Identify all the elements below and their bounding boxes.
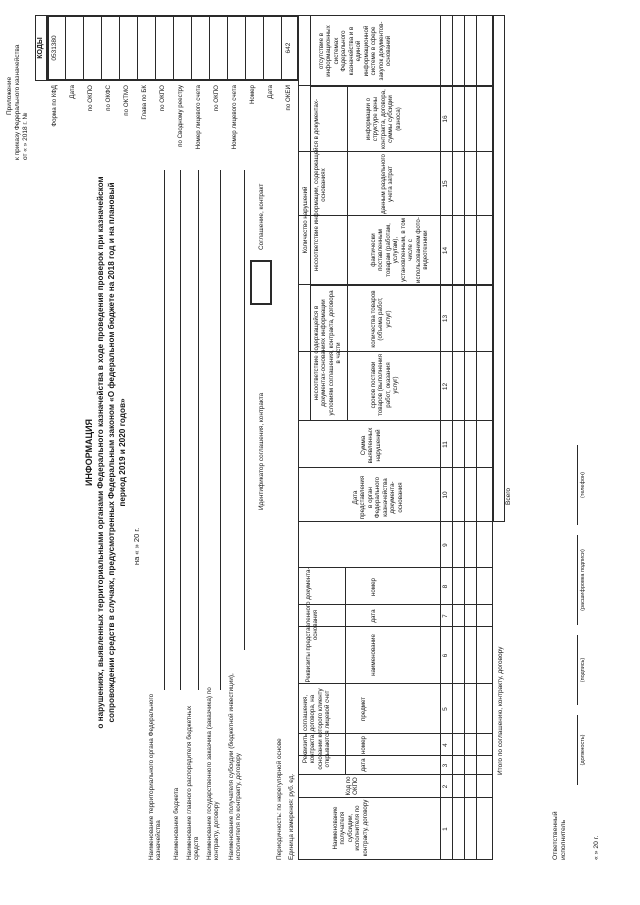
sig-position: (должность) <box>580 734 586 766</box>
codes-row-divider <box>209 15 210 81</box>
codes-row-label: по ОКТМО <box>123 85 130 116</box>
appendix-line2: к приказу Федерального казначейства <box>14 44 21 160</box>
h-subject: предмет <box>360 696 367 722</box>
column-number: 14 <box>442 246 449 255</box>
column-number: 7 <box>442 614 449 618</box>
sig-date: « » 20 г. <box>593 835 600 860</box>
grid-line <box>345 568 346 684</box>
codes-row-label: по ОКПО <box>213 85 220 112</box>
codes-row-label: Форма по КФД <box>51 85 58 127</box>
label-agreement: Соглашение, контракт <box>258 183 265 250</box>
label-customer: Наименование государственного заказчика (заказчика) по контракту, договору <box>206 687 221 860</box>
label-budget: Наименование бюджета <box>173 787 180 860</box>
h-presented: Дата представления в орган Федерального казначейства документа-основания <box>352 475 404 520</box>
title-main: ИНФОРМАЦИЯ <box>84 418 94 487</box>
h-violations: Количество нарушений <box>302 186 309 254</box>
column-number: 10 <box>442 491 449 499</box>
column-number: 12 <box>442 382 449 391</box>
h-contract-date: дата <box>360 758 367 772</box>
column-number: 1 <box>442 827 449 831</box>
codes-row-divider <box>83 15 84 81</box>
label-identifier: Идентификатор соглашения, контракта <box>258 392 265 510</box>
codes-row-value: 642 <box>285 42 292 54</box>
h-deadline: сроков поставки товаров (выполнения работ, оказания услуг) <box>370 354 400 416</box>
column-number: 13 <box>442 314 449 323</box>
column-number: 16 <box>442 115 449 123</box>
h-separate: данным раздельного учета затрат <box>380 154 395 214</box>
codes-row-label: Номер лицевого счета <box>195 85 202 150</box>
codes-row-label: по ОКПО <box>87 85 94 112</box>
codes-row-divider <box>119 15 120 81</box>
label-periodicity: Периодичность: по нерегулярной основе <box>276 738 283 860</box>
grand-total: Всего <box>505 487 512 505</box>
codes-row-divider <box>137 15 138 81</box>
h-absence: отсутствие в информационных системах Федерального казначейства и в единой информационной системе в сфере закупок документов-оснований <box>318 21 392 81</box>
codes-row-divider <box>65 15 66 81</box>
row-line <box>452 15 453 860</box>
codes-row-label: Глава по БК <box>141 85 148 120</box>
h-actual: фактически поставленным товарам (работам, услугам), установленным, в том числе с использованием фото-видеотехники <box>370 217 430 283</box>
h-structure: информации о структуре цены контракта, договора, суммы субсидии (взноса) <box>365 89 402 149</box>
grand-total-box <box>493 15 505 522</box>
sig-sign: (подпись) <box>580 657 586 683</box>
codes-row-divider <box>263 15 264 81</box>
column-number: 8 <box>442 584 449 589</box>
identifier-box <box>250 260 272 305</box>
h-recipient: Наименование получателя субсидии, исполнителя по контракту, договору <box>332 799 369 857</box>
codes-row-divider <box>227 15 228 81</box>
codes-row-label: Дата <box>69 85 76 99</box>
label-unit: Единица измерения: руб. ед. <box>288 773 295 860</box>
codes-row-label: по ОКЕИ <box>285 85 292 111</box>
h-sum: Сумма выявленных нарушений <box>360 427 382 464</box>
h-contract-num: номер <box>360 736 367 754</box>
codes-row-divider <box>191 15 192 81</box>
codes-row-value: 0531380 <box>51 35 58 61</box>
label-grbs: Наименование главного распорядителя бюджетных средств <box>186 705 201 860</box>
codes-row-label: по Сводному реестру <box>177 85 184 147</box>
h-nonmatch-info: несоответствие информации, содержащейся в документах-основаниях <box>313 98 328 272</box>
h-contract: Реквизиты соглашения, контракта, договора, на основании которого клиенту открываются лицевой счет <box>302 688 332 770</box>
codes-row-divider <box>155 15 156 81</box>
h-doc-name: наименование <box>370 634 377 676</box>
sig-phone: (телефон) <box>580 472 586 498</box>
codes-row-label: по ОКПО <box>159 85 166 112</box>
row-line <box>464 15 465 860</box>
h-quantity: количества товаров (объема работ, услуг) <box>370 290 392 348</box>
codes-row-divider <box>173 15 174 81</box>
codes-row-label: Номер <box>249 85 256 105</box>
codes-row-divider <box>101 15 102 81</box>
column-number: 2 <box>442 784 449 789</box>
column-number: 5 <box>442 707 449 711</box>
title-line2: о нарушениях, выявленных территориальными органами Федерального казначейства в ходе проведения проверок при казначейском <box>96 176 105 729</box>
title-date: на « » 20 г. <box>132 527 141 565</box>
grid-line <box>345 684 346 775</box>
h-doc-num: номер <box>370 578 377 596</box>
h-docbase: Реквизиты представленного документа-основания <box>305 567 320 683</box>
column-number: 4 <box>442 743 449 747</box>
h-code: Код по ОКПО <box>345 776 360 796</box>
codes-row-divider <box>281 15 282 81</box>
label-tof: Наименование территориального органа Федерального казначейства <box>148 693 163 860</box>
grid-line <box>347 86 348 421</box>
responsible-label: Ответственный исполнитель <box>552 811 567 860</box>
codes-row-divider <box>245 15 246 81</box>
column-number: 3 <box>442 763 449 768</box>
column-number: 9 <box>442 543 449 547</box>
column-number: 11 <box>442 441 449 448</box>
row-line <box>476 15 477 860</box>
codes-row-label: Номер лицевого счета <box>231 85 238 150</box>
grid-line <box>310 285 493 286</box>
codes-row-label: Дата <box>267 85 274 99</box>
title-line3: сопровождении средств в случаях, предусмотренных Федеральным законом «О федеральном бюджете на 2018 год и на плановый <box>107 182 116 723</box>
grid-line <box>440 15 441 860</box>
label-recipient: Наименование получателя субсидии (бюджетной инвестиции), исполнителя по контракту, договору <box>228 673 243 860</box>
column-number: 15 <box>442 180 449 188</box>
appendix-line1: Приложение <box>6 76 13 115</box>
total-by-agreement: Итого по соглашению, контракту, договору <box>497 646 504 775</box>
sig-decode: (расшифровка подписи) <box>580 549 586 611</box>
title-line4: период 2019 и 2020 годов» <box>118 398 127 507</box>
column-number: 6 <box>442 653 449 658</box>
grid-line <box>310 15 311 421</box>
h-doc-date: дата <box>370 609 377 623</box>
codes-row-label: по ОКФС <box>105 85 112 111</box>
codes-header: КОДЫ <box>37 37 44 59</box>
appendix-line3: от « » 2018 г. № <box>22 112 29 160</box>
h-nonmatch-doc: несоответствие содержащейся в документах-основаниях информации условиям соглашения, контракта, договора в части <box>313 290 343 416</box>
